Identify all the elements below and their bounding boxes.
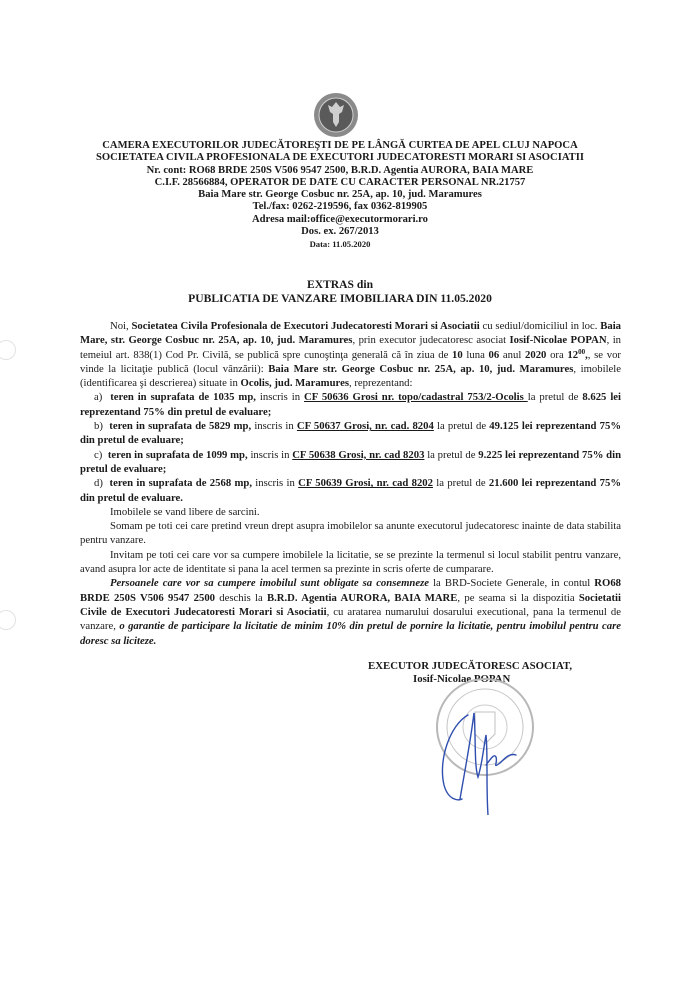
intro-paragraph: Noi, Societatea Civila Profesionala de Executori Judecatoresti Morari si Asociatii cu sediul/domiciliul in loc. Baia Mare, str. George Cosbuc nr. 25A, ap. 10, jud. Maramures, prin executor judecatoresc asociat Iosif-Nicolae POPAN, in temeiul art. 838(1) Cod Pr. Civilă, se publică spre cunoştinţa generală că în ziua de 10 luna 06 anul 2020 ora $12^{00}$,, se vor vinde la licitaţie publică (locul vânzării): Baia Mare str. George Cosbuc nr. 25A, ap. 10, jud. Maramures, imobilele (identificarea şi descrierea) situate in Ocolis, jud. Maramures, reprezentand: (80, 320, 622, 390)
property-item: d) teren in suprafata de 2568 mp, inscris in CF 50639 Grosi, nr. cad 8202 la pretul de 21.600 lei reprezentand 75% din pretul de evaluare. (80, 477, 622, 504)
punch-hole-mark (0, 340, 16, 360)
letterhead (60, 140, 620, 251)
executor-name: Iosif-Nicolae POPAN (509, 334, 607, 347)
header-cif: C.I.F. 28566884, OPERATOR DE DATE CU CARACTER PERSONAL NR.21757 (154, 176, 526, 188)
land-registry-ref: CF 50637 Grosi, nr. cad. 8204 (296, 420, 434, 433)
auction-day: 10 (452, 348, 463, 361)
property-price: 8.625 lei reprezentand 75% din pretul de evaluare; (80, 391, 622, 418)
land-registry-ref: CF 50639 Grosi, nr. cad 8202 (298, 477, 433, 490)
handwritten-signature-icon (430, 705, 540, 815)
document-title (60, 278, 620, 306)
company-name: Societatea Civila Profesionala de Executori Judecatoresti Morari si Asociatii (131, 320, 480, 332)
header-address: Baia Mare str. George Cosbuc nr. 25A, ap. 10, jud. Maramures (198, 189, 482, 201)
header-account: Nr. cont: RO68 BRDE 250S V506 9547 2500, B.R.D. Agentia AURORA, BAIA MARE (146, 164, 534, 176)
header-chamber: CAMERA EXECUTORILOR JUDECĂTOREŞTI DE PE LÂNGĂ CURTEA DE APEL CLUJ NAPOCA (102, 140, 578, 151)
guarantee-paragraph: Persoanele care vor sa cumpere imobilul sunt obligate sa consemneze la BRD-Societe Generale, in contul RO68 BRDE 250S V506 9547 2500 deschis la B.R.D. Agentia AURORA, BAIA MARE, pe seama si la dispozitia Societatii Civile de Executori Judecatoresti Morari si Asociatii, cu aratarea numarului dosarului executional, pana la termenul de vanzare, o garantie de participare la licitatie de minim 10% din pretul de pornire la licitatie, pentru imobilul pentru care doresc sa liciteze. (80, 577, 621, 647)
punch-hole-mark (0, 610, 16, 630)
title-line-2: PUBLICATIA DE VANZARE IMOBILIARA DIN 11.05.2020 (188, 292, 492, 305)
property-item: a) teren in suprafata de 1035 mp, inscris in CF 50636 Grosi nr. topo/cadastral 753/2-Ocolis la pretul de 8.625 lei reprezentand 75% din pretul de evaluare; (80, 391, 622, 418)
auction-year: 2020 (525, 348, 547, 361)
header-company: SOCIETATEA CIVILA PROFESIONALA DE EXECUTORI JUDECATORESTI MORARI SI ASOCIATII (95, 152, 584, 164)
document-body (80, 319, 621, 648)
land-registry-ref: CF 50638 Grosi, nr. cad 8203 (292, 448, 425, 461)
auction-minutes: 00 (578, 347, 586, 356)
header-phone: Tel./fax: 0262-219596, fax 0362-819905 (252, 201, 428, 213)
property-price: 21.600 lei reprezentand 75% din pretul de evaluare. (80, 477, 622, 504)
auction-hour: 12 (567, 348, 579, 361)
bank-account: RO68 BRDE 250S V506 9547 2500 (80, 577, 621, 604)
land-registry-ref: CF 50636 Grosi nr. topo/cadastral 753/2-Ocolis (304, 391, 528, 404)
property-location: Ocolis, jud. Maramures (240, 377, 349, 390)
header-email: Adresa mail:office@executormorari.ro (252, 213, 428, 225)
bank-branch: B.R.D. Agentia AURORA, BAIA MARE (266, 591, 458, 604)
header-date: Data: 11.05.2020 (309, 239, 371, 250)
invitation-paragraph: Invitam pe toti cei care vor sa cumpere imobilele la licitatie, se se prezinte la termenul si locul stabilit pentru vanzare, avand asupra lor acte de identitate si pana la acel termen sa prezinte in scris oferte de cumparare. (80, 548, 621, 576)
guarantee-terms: o garantie de participare la licitatie de minim 10% din pretul de pornire la licitatie, pentru imobilul pentru care doresc sa liciteze. (80, 620, 621, 647)
property-item: b) teren in suprafata de 5829 mp, inscris in CF 50637 Grosi, nr. cad. 8204 la pretul de 49.125 lei reprezentand 75% din pretul de evaluare; (80, 420, 622, 447)
property-price: 9.225 lei reprezentand 75% din pretul de evaluare; (80, 448, 622, 475)
property-price: 49.125 lei reprezentand 75% din pretul de evaluare; (80, 420, 622, 447)
executor-role: EXECUTOR JUDECĂTORESC ASOCIAT, (368, 660, 573, 672)
claims-notice-paragraph: Somam pe toti cei care pretind vreun drept asupra imobilelor sa anunte executorul judecatoresc inainte de data stabilita pentru vanzare. (80, 520, 621, 547)
title-line-1: EXTRAS din (306, 278, 374, 291)
header-file-number: Dos. ex. 267/2013 (301, 226, 379, 238)
property-item: c) teren in suprafata de 1099 mp, inscris in CF 50638 Grosi, nr. cad 8203 la pretul de 9.225 lei reprezentand 75% din pretul de evaluare; (80, 448, 622, 475)
executor-signature-name: Iosif-Nicolae POPAN (413, 673, 511, 685)
free-of-charges-paragraph: Imobilele se vand libere de sarcini. (110, 505, 260, 518)
coat-of-arms-emblem-icon (313, 92, 359, 138)
auction-month: 06 (488, 348, 500, 361)
company-address: Baia Mare, str. George Cosbuc nr. 25A, ap. 10, jud. Maramures (80, 320, 622, 347)
auction-location: Baia Mare str. George Cosbuc nr. 25A, ap. 10, jud. Maramures (268, 362, 574, 375)
